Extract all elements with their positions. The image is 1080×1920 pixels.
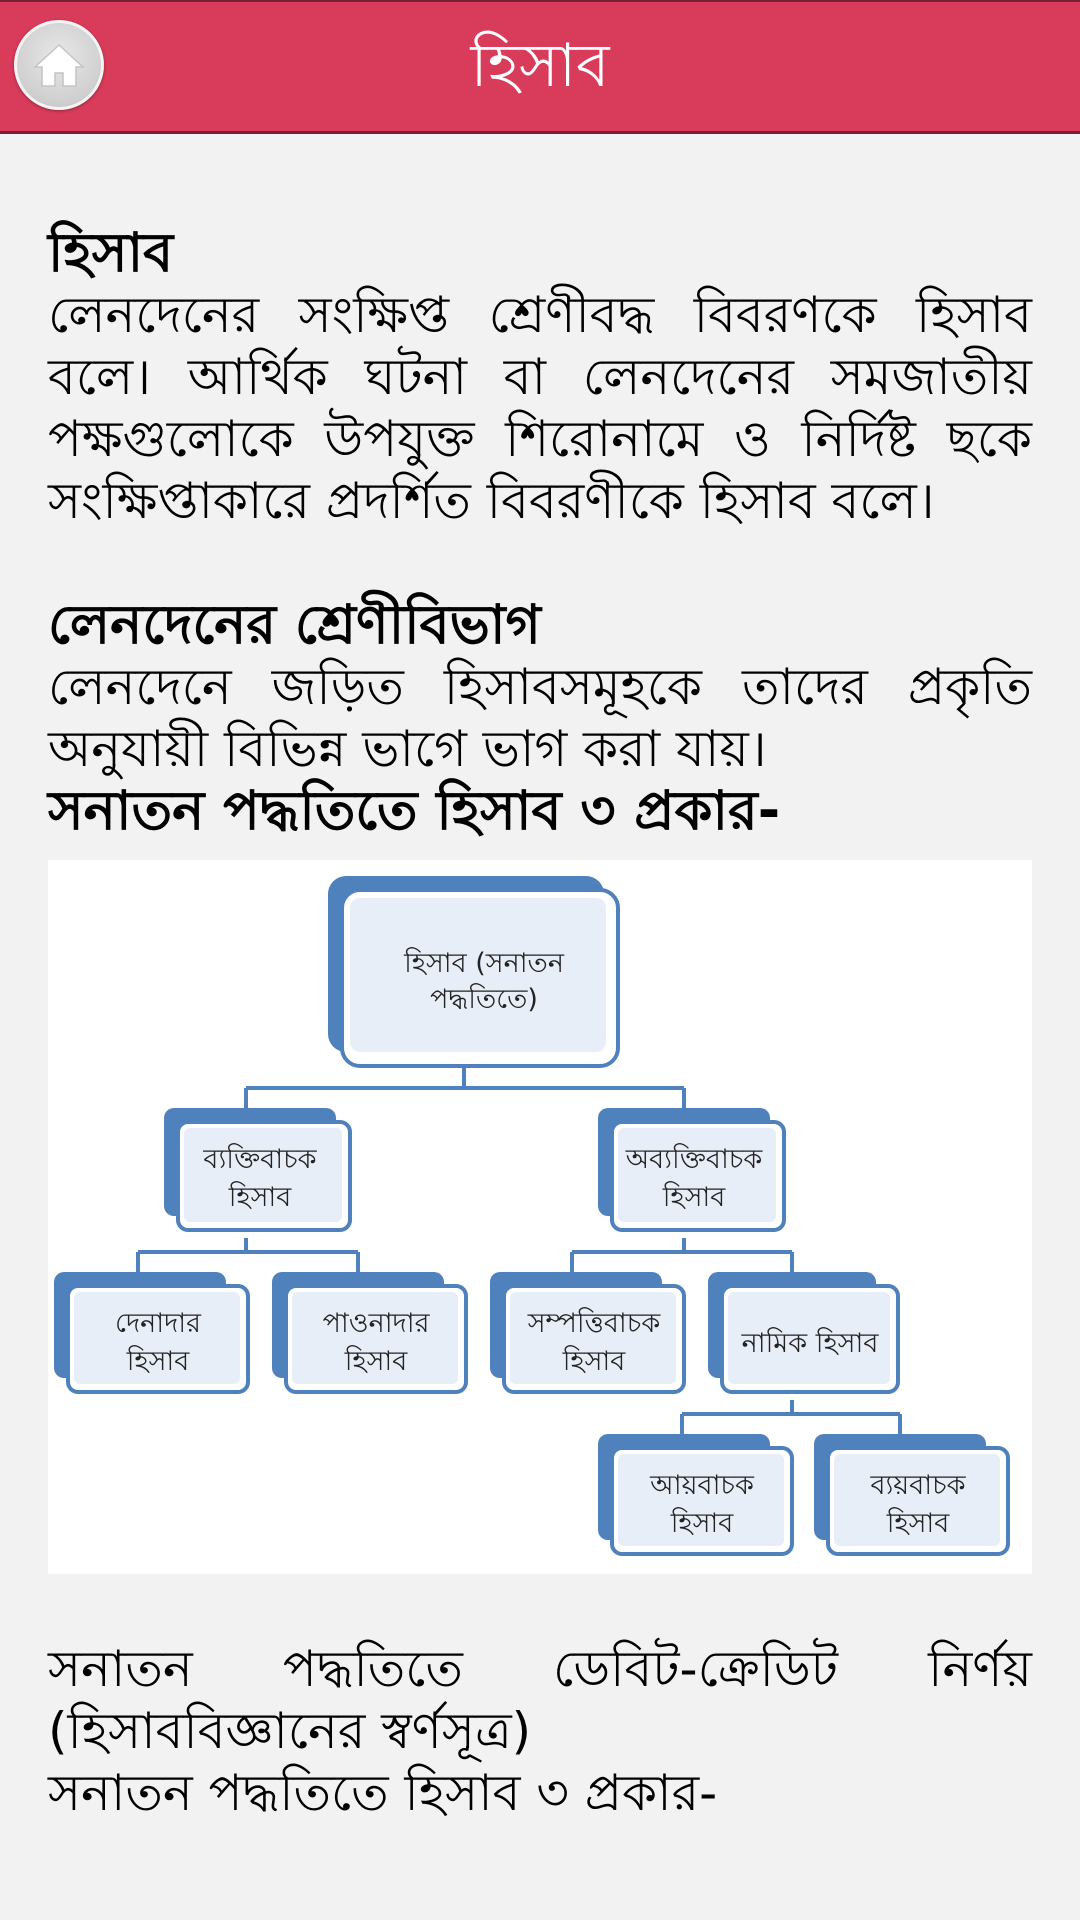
diagram-node-personal-line1: ব্যক্তিবাচক xyxy=(203,1144,317,1175)
paragraph-types-repeat: সনাতন পদ্ধতিতে হিসাব ৩ প্রকার- xyxy=(48,1764,718,1822)
diagram-node-income-line1: আয়বাচক xyxy=(650,1470,754,1501)
section-heading-account: হিসাব xyxy=(48,221,174,284)
diagram-node-income xyxy=(598,1434,792,1554)
diagram-node-nominal xyxy=(708,1272,898,1392)
paragraph-account-definition: লেনদেনের সংক্ষিপ্ত শ্রেণীবদ্ধ বিবরণকে হিসাব বলে। আর্থিক ঘটনা বা লেনদেনের সমজাতীয় পক্ষগুলোকে উপযুক্ত শিরোনামে ও নির্দিষ্ট ছকে সংক্ষিপ্তাকারে প্রদর্শিত বিবরণীকে হিসাব বলে। xyxy=(48,286,1032,530)
diagram-node-root-line1: হিসাব (সনাতন xyxy=(404,948,564,979)
diagram-node-income-line2: হিসাব xyxy=(670,1508,734,1539)
diagram-node-root-line2: পদ্ধতিতে) xyxy=(430,984,538,1015)
diagram-node-real xyxy=(490,1272,684,1392)
diagram-node-real-line2: হিসাব xyxy=(562,1346,626,1377)
diagram-node-expense-line2: হিসাব xyxy=(886,1508,950,1539)
diagram-node-impersonal xyxy=(598,1108,784,1230)
paragraph-golden-rule: সনাতন পদ্ধতিতে ডেবিট-ক্রেডিট নির্ণয় (হিসাববিজ্ঞানের স্বর্ণসূত্র) xyxy=(48,1640,1032,1760)
app-bar xyxy=(0,0,1080,134)
diagram-node-debtor xyxy=(54,1272,248,1392)
diagram-node-real-line1: সম্পত্তিবাচক xyxy=(527,1308,661,1339)
diagram-node-creditor-line2: হিসাব xyxy=(344,1346,408,1377)
lower-section xyxy=(48,1638,1032,1824)
diagram-node-debtor-line2: হিসাব xyxy=(126,1346,190,1377)
diagram-node-impersonal-line2: হিসাব xyxy=(662,1182,726,1213)
diagram-node-creditor-line1: পাওনাদার xyxy=(322,1308,430,1339)
diagram-node-nominal-line1: নামিক হিসাব xyxy=(741,1328,879,1359)
app-title: হিসাব xyxy=(470,31,610,101)
paragraph-classification: লেনদেনে জড়িত হিসাবসমূহকে তাদের প্রকৃতি অনুযায়ী বিভিন্ন ভাগে ভাগ করা যায়। xyxy=(48,658,1032,778)
diagram-node-expense-line1: ব্যয়বাচক xyxy=(870,1470,966,1501)
diagram-node-expense xyxy=(814,1434,1008,1554)
home-button[interactable] xyxy=(14,20,104,110)
diagram-node-personal-line2: হিসাব xyxy=(228,1182,292,1213)
accounts-diagram xyxy=(48,860,1032,1574)
diagram-node-impersonal-line1: অব্যক্তিবাচক xyxy=(625,1144,763,1175)
section-heading-classification: লেনদেনের শ্রেণীবিভাগ xyxy=(48,593,541,656)
home-icon xyxy=(33,41,85,89)
diagram-node-root xyxy=(328,876,618,1066)
diagram-node-creditor xyxy=(272,1272,466,1392)
content xyxy=(48,222,1032,1824)
diagram-node-personal xyxy=(164,1108,350,1230)
diagram-node-debtor-line1: দেনাদার xyxy=(115,1308,201,1339)
section-subheading-types: সনাতন পদ্ধতিতে হিসাব ৩ প্রকার- xyxy=(48,779,781,842)
